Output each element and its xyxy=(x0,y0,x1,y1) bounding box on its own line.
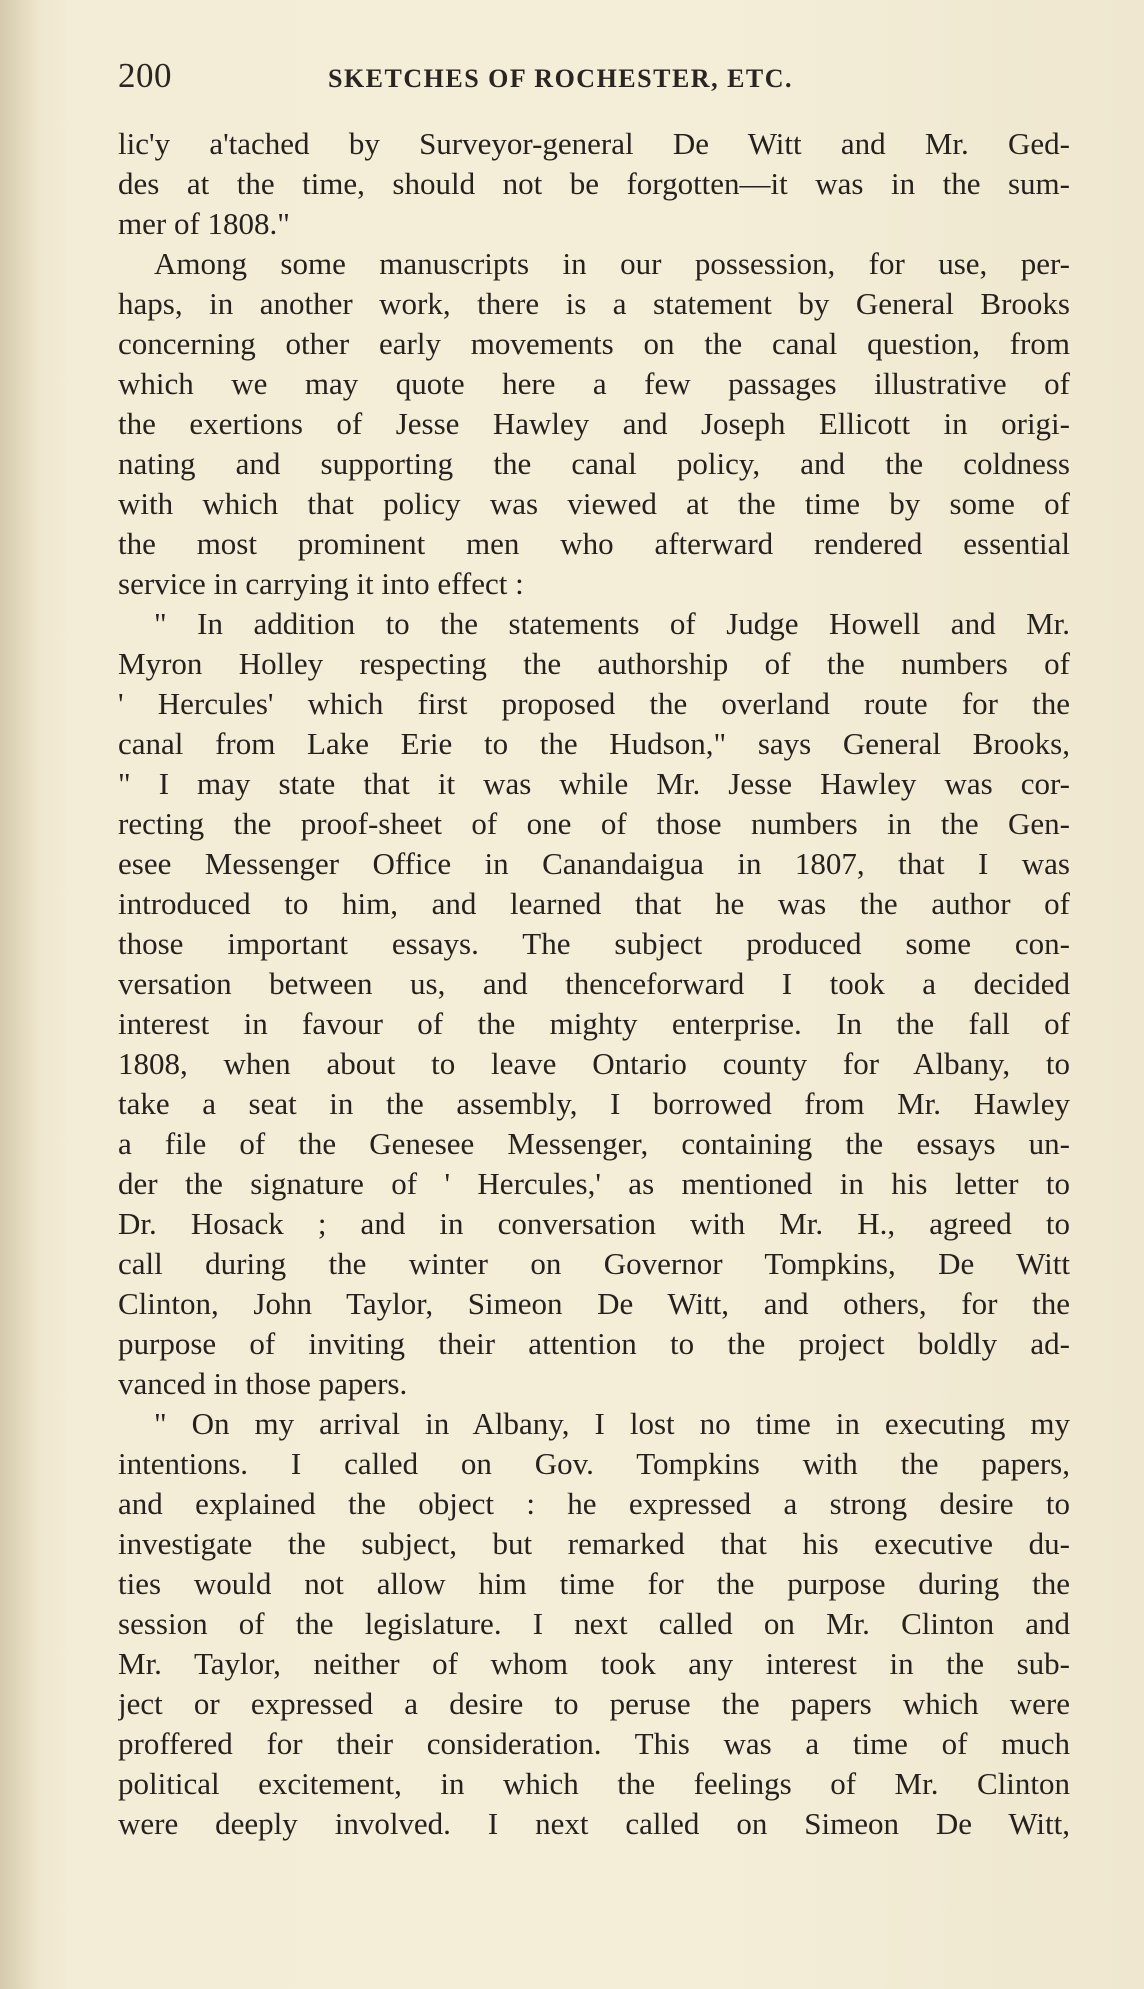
text-line: lic'y a'tached by Surveyor-general De Witt and Mr. Ged- xyxy=(118,126,1070,161)
text-line: " In addition to the statements of Judge Howell and Mr. xyxy=(154,606,1070,641)
text-line: concerning other early movements on the canal question, from xyxy=(118,326,1070,361)
text-line: des at the time, should not be forgotten—it was in the sum- xyxy=(118,166,1070,201)
text-line: service in carrying it into effect : xyxy=(118,566,524,601)
text-line: the most prominent men who afterward rendered essential xyxy=(118,526,1070,561)
text-line: and explained the object : he expressed a strong desire to xyxy=(118,1486,1070,1521)
text-line: recting the proof-sheet of one of those numbers in the Gen- xyxy=(118,806,1070,841)
text-line: vanced in those papers. xyxy=(118,1366,408,1401)
text-line: purpose of inviting their attention to the project boldly ad- xyxy=(118,1326,1070,1361)
text-line: " I may state that it was while Mr. Jesse Hawley was cor- xyxy=(118,766,1070,801)
text-line: versation between us, and thenceforward I took a decided xyxy=(118,966,1070,1001)
text-line: ject or expressed a desire to peruse the papers which were xyxy=(118,1686,1070,1721)
text-line: ties would not allow him time for the purpose during the xyxy=(118,1566,1070,1601)
text-line: ' Hercules' which first proposed the overland route for the xyxy=(118,686,1070,721)
text-line: call during the winter on Governor Tompkins, De Witt xyxy=(118,1246,1070,1281)
text-line: proffered for their consideration. This was a time of much xyxy=(118,1726,1070,1761)
text-line: take a seat in the assembly, I borrowed from Mr. Hawley xyxy=(118,1086,1070,1121)
text-line: der the signature of ' Hercules,' as mentioned in his letter to xyxy=(118,1166,1070,1201)
text-line: canal from Lake Erie to the Hudson," says General Brooks, xyxy=(118,726,1070,761)
gutter-shadow xyxy=(0,0,40,1989)
running-head: SKETCHES OF ROCHESTER, ETC. xyxy=(328,64,794,93)
text-line: were deeply involved. I next called on Simeon De Witt, xyxy=(118,1806,1070,1841)
text-line: Dr. Hosack ; and in conversation with Mr. H., agreed to xyxy=(118,1206,1070,1241)
page-header xyxy=(118,56,1062,106)
text-line: introduced to him, and learned that he was the author of xyxy=(118,886,1070,921)
text-line: investigate the subject, but remarked that his executive du- xyxy=(118,1526,1070,1561)
text-line: intentions. I called on Gov. Tompkins with the papers, xyxy=(118,1446,1070,1481)
text-line: " On my arrival in Albany, I lost no time in executing my xyxy=(154,1406,1070,1441)
text-line: political excitement, in which the feelings of Mr. Clinton xyxy=(118,1766,1070,1801)
text-line: Mr. Taylor, neither of whom took any interest in the sub- xyxy=(118,1646,1070,1681)
text-line: mer of 1808." xyxy=(118,206,290,241)
text-line: Myron Holley respecting the authorship of the numbers of xyxy=(118,646,1070,681)
text-line: esee Messenger Office in Canandaigua in 1807, that I was xyxy=(118,846,1070,881)
text-line: a file of the Genesee Messenger, containing the essays un- xyxy=(118,1126,1070,1161)
text-line: Clinton, John Taylor, Simeon De Witt, and others, for the xyxy=(118,1286,1070,1321)
text-line: which we may quote here a few passages illustrative of xyxy=(118,366,1070,401)
text-line: those important essays. The subject produced some con- xyxy=(118,926,1070,961)
body-text xyxy=(118,124,1070,1844)
text-line: session of the legislature. I next called on Mr. Clinton and xyxy=(118,1606,1070,1641)
text-line: interest in favour of the mighty enterprise. In the fall of xyxy=(118,1006,1070,1041)
text-line: the exertions of Jesse Hawley and Joseph Ellicott in origi- xyxy=(118,406,1070,441)
text-line: 1808, when about to leave Ontario county for Albany, to xyxy=(118,1046,1070,1081)
text-line: Among some manuscripts in our possession, for use, per- xyxy=(154,246,1070,281)
text-line: with which that policy was viewed at the time by some of xyxy=(118,486,1070,521)
page-number: 200 xyxy=(118,56,172,95)
text-line: nating and supporting the canal policy, and the coldness xyxy=(118,446,1070,481)
text-line: haps, in another work, there is a statement by General Brooks xyxy=(118,286,1070,321)
